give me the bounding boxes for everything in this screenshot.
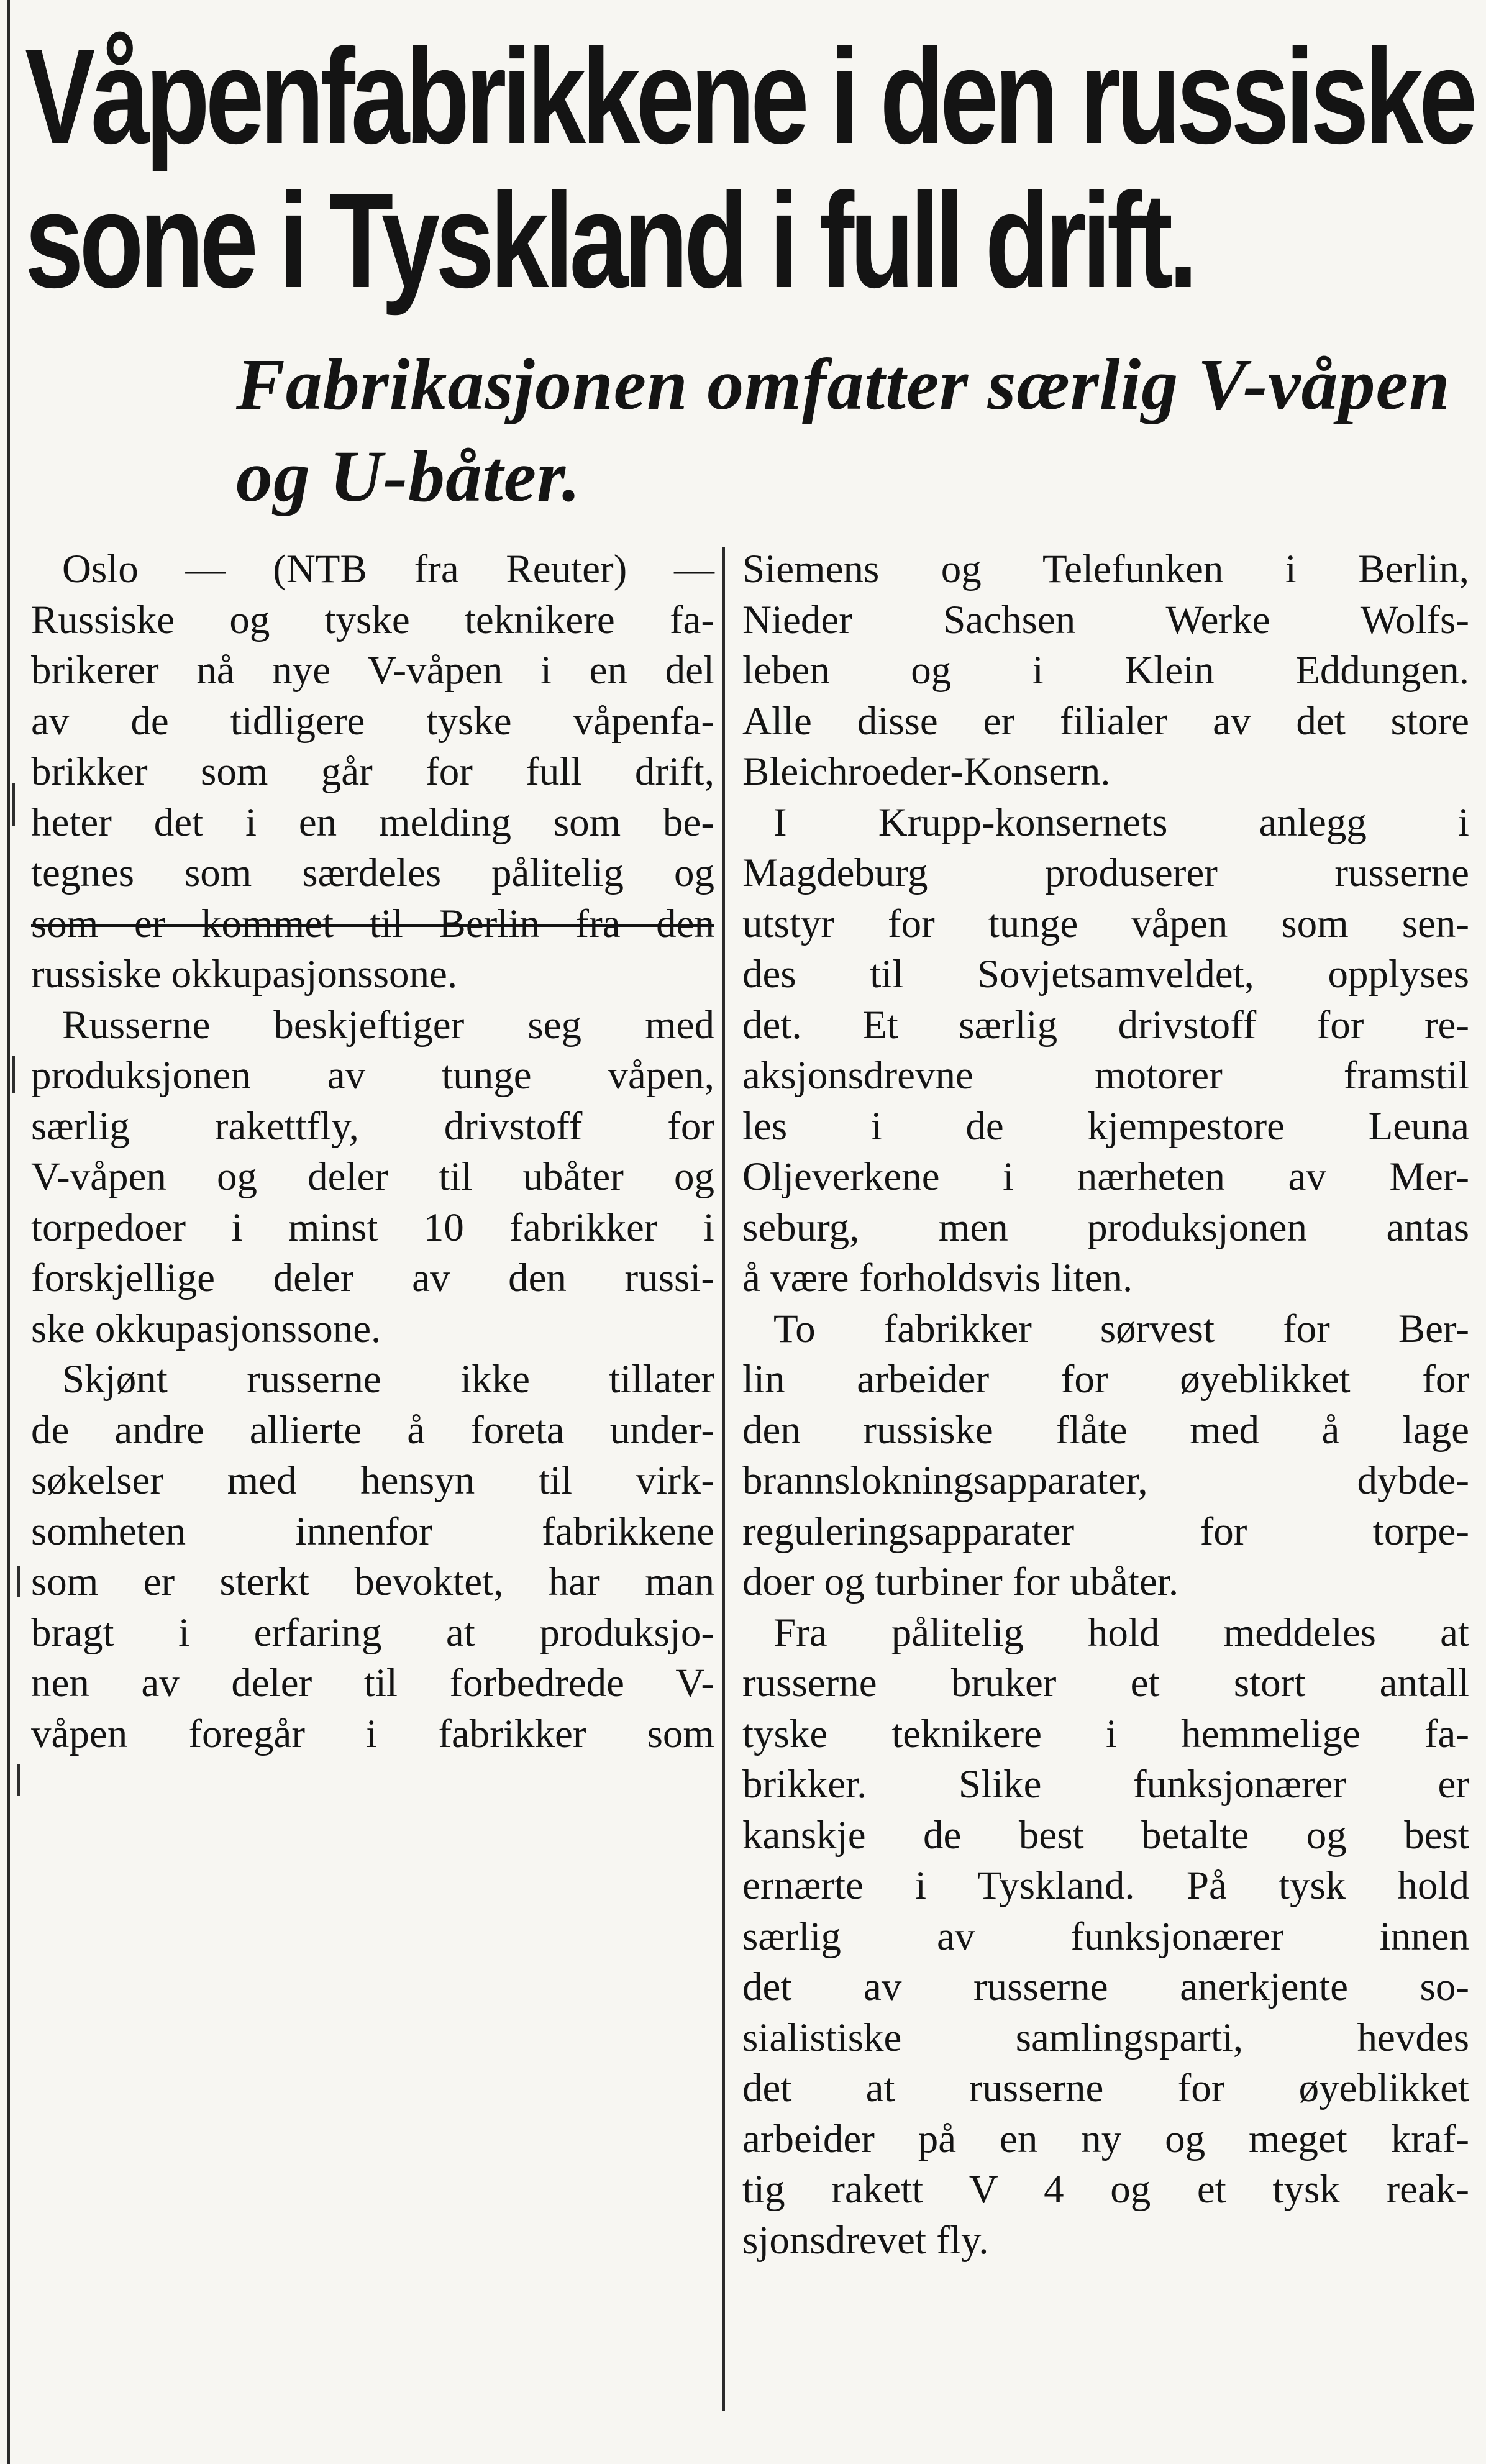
text-line: Alle disse er filialer av det store (742, 698, 1469, 744)
text-line: Magdeburg produserer russerne (742, 851, 1469, 895)
text-line: Nieder Sachsen Werke Wolfs- (742, 597, 1469, 642)
text-line: heter det i en melding som be- (31, 800, 714, 845)
text-line: nen av deler til forbedrede V- (31, 1661, 714, 1705)
text-line: Siemens og Telefunken i Berlin, (742, 547, 1469, 591)
headline-line: sone i Tyskland i full drift. (25, 165, 1194, 316)
text-line: Fra pålitelig hold meddeles at (773, 1610, 1469, 1655)
text-line: Oslo — (NTB fra Reuter) — (62, 547, 714, 591)
text-line: sialistiske samlingsparti, hevdes (742, 2015, 1469, 2060)
text-line: særlig av funksjonærer innen (742, 1914, 1469, 1959)
text-line: russiske okkupasjonssone. (31, 952, 458, 997)
text-line: des til Sovjetsamveldet, opplyses (742, 952, 1469, 997)
left-column (31, 544, 714, 1759)
column-rule-left (7, 0, 10, 2464)
text-line: brannslokningsapparater, dybde- (742, 1458, 1469, 1503)
text-line: lin arbeider for øyeblikket for (742, 1357, 1469, 1402)
headline-line: Våpenfabrikkene i den russiske (25, 21, 1474, 172)
text-line: Russerne beskjeftiger seg med (62, 1002, 714, 1047)
text-line: det at russerne for øyeblikket (742, 2066, 1469, 2110)
text-line: I Krupp-konsernets anlegg i (773, 800, 1469, 845)
text-line: doer og turbiner for ubåter. (742, 1559, 1179, 1604)
text-line: tegnes som særdeles pålitelig og (31, 851, 714, 895)
text-line: Russiske og tyske teknikere fa- (31, 597, 714, 642)
text-line: leben og i Klein Eddungen. (742, 648, 1469, 693)
text-line: sjonsdrevet fly. (742, 2217, 989, 2263)
right-column (742, 544, 1469, 2266)
text-line: V-våpen og deler til ubåter og (31, 1154, 714, 1199)
text-line: den russiske flåte med å lage (742, 1407, 1469, 1453)
text-line: aksjonsdrevne motorer framstil (742, 1053, 1469, 1098)
text-line: det av russerne anerkjente so- (742, 1964, 1469, 2009)
margin-mark (12, 783, 15, 826)
margin-mark (17, 1566, 20, 1597)
margin-mark (12, 1056, 15, 1093)
text-line: russerne bruker et stort antall (742, 1661, 1469, 1705)
text-line: les i de kjempestore Leuna (742, 1103, 1469, 1149)
margin-mark (17, 1764, 20, 1796)
text-line: produksjonen av tunge våpen, (31, 1053, 714, 1098)
column-divider (722, 547, 725, 2411)
text-line: å være forholdsvis liten. (742, 1256, 1133, 1300)
text-line: som er sterkt bevoktet, har man (31, 1559, 714, 1604)
text-line: brikerer nå nye V-våpen i en del (31, 648, 714, 693)
text-line: Bleichroeder-Konsern. (742, 749, 1111, 794)
text-line: torpedoer i minst 10 fabrikker i (31, 1205, 714, 1250)
struck-text-line: som er kommet til Berlin fra den (31, 901, 714, 946)
text-line: tig rakett V 4 og et tysk reak- (742, 2167, 1469, 2212)
text-line: Oljeverkene i nærheten av Mer- (742, 1154, 1469, 1199)
text-line: våpen foregår i fabrikker som (31, 1711, 714, 1756)
text-line: bragt i erfaring at produksjo- (31, 1610, 714, 1655)
subheadline (236, 339, 1479, 522)
text-line: brikker som går for full drift, (31, 749, 714, 794)
text-line: det. Et særlig drivstoff for re- (742, 1002, 1469, 1047)
text-line: søkelser med hensyn til virk- (31, 1458, 714, 1503)
text-line: reguleringsapparater for torpe- (742, 1508, 1469, 1554)
text-line: utstyr for tunge våpen som sen- (742, 901, 1469, 946)
text-line: ernærte i Tyskland. På tysk hold (742, 1863, 1469, 1908)
subheadline-line: og U-båter. (236, 436, 581, 517)
text-line: tyske teknikere i hemmelige fa- (742, 1711, 1469, 1756)
text-line: Skjønt russerne ikke tillater (62, 1357, 714, 1402)
text-line: de andre allierte å foreta under- (31, 1407, 714, 1453)
text-line: kanskje de best betalte og best (742, 1812, 1469, 1858)
text-line: av de tidligere tyske våpenfa- (31, 698, 714, 744)
subheadline-line: Fabrikasjonen omfatter særlig V-våpen (236, 344, 1451, 425)
text-line: somheten innenfor fabrikkene (31, 1508, 714, 1554)
text-line: brikker. Slike funksjonærer er (742, 1762, 1469, 1807)
text-line: særlig rakettfly, drivstoff for (31, 1103, 714, 1149)
headline (25, 21, 1474, 316)
text-line: arbeider på en ny og meget kraf- (742, 2116, 1469, 2161)
text-line: To fabrikker sørvest for Ber- (773, 1306, 1469, 1351)
text-line: seburg, men produksjonen antas (742, 1205, 1469, 1250)
text-line: forskjellige deler av den russi- (31, 1256, 714, 1300)
text-line: ske okkupasjonssone. (31, 1306, 381, 1351)
